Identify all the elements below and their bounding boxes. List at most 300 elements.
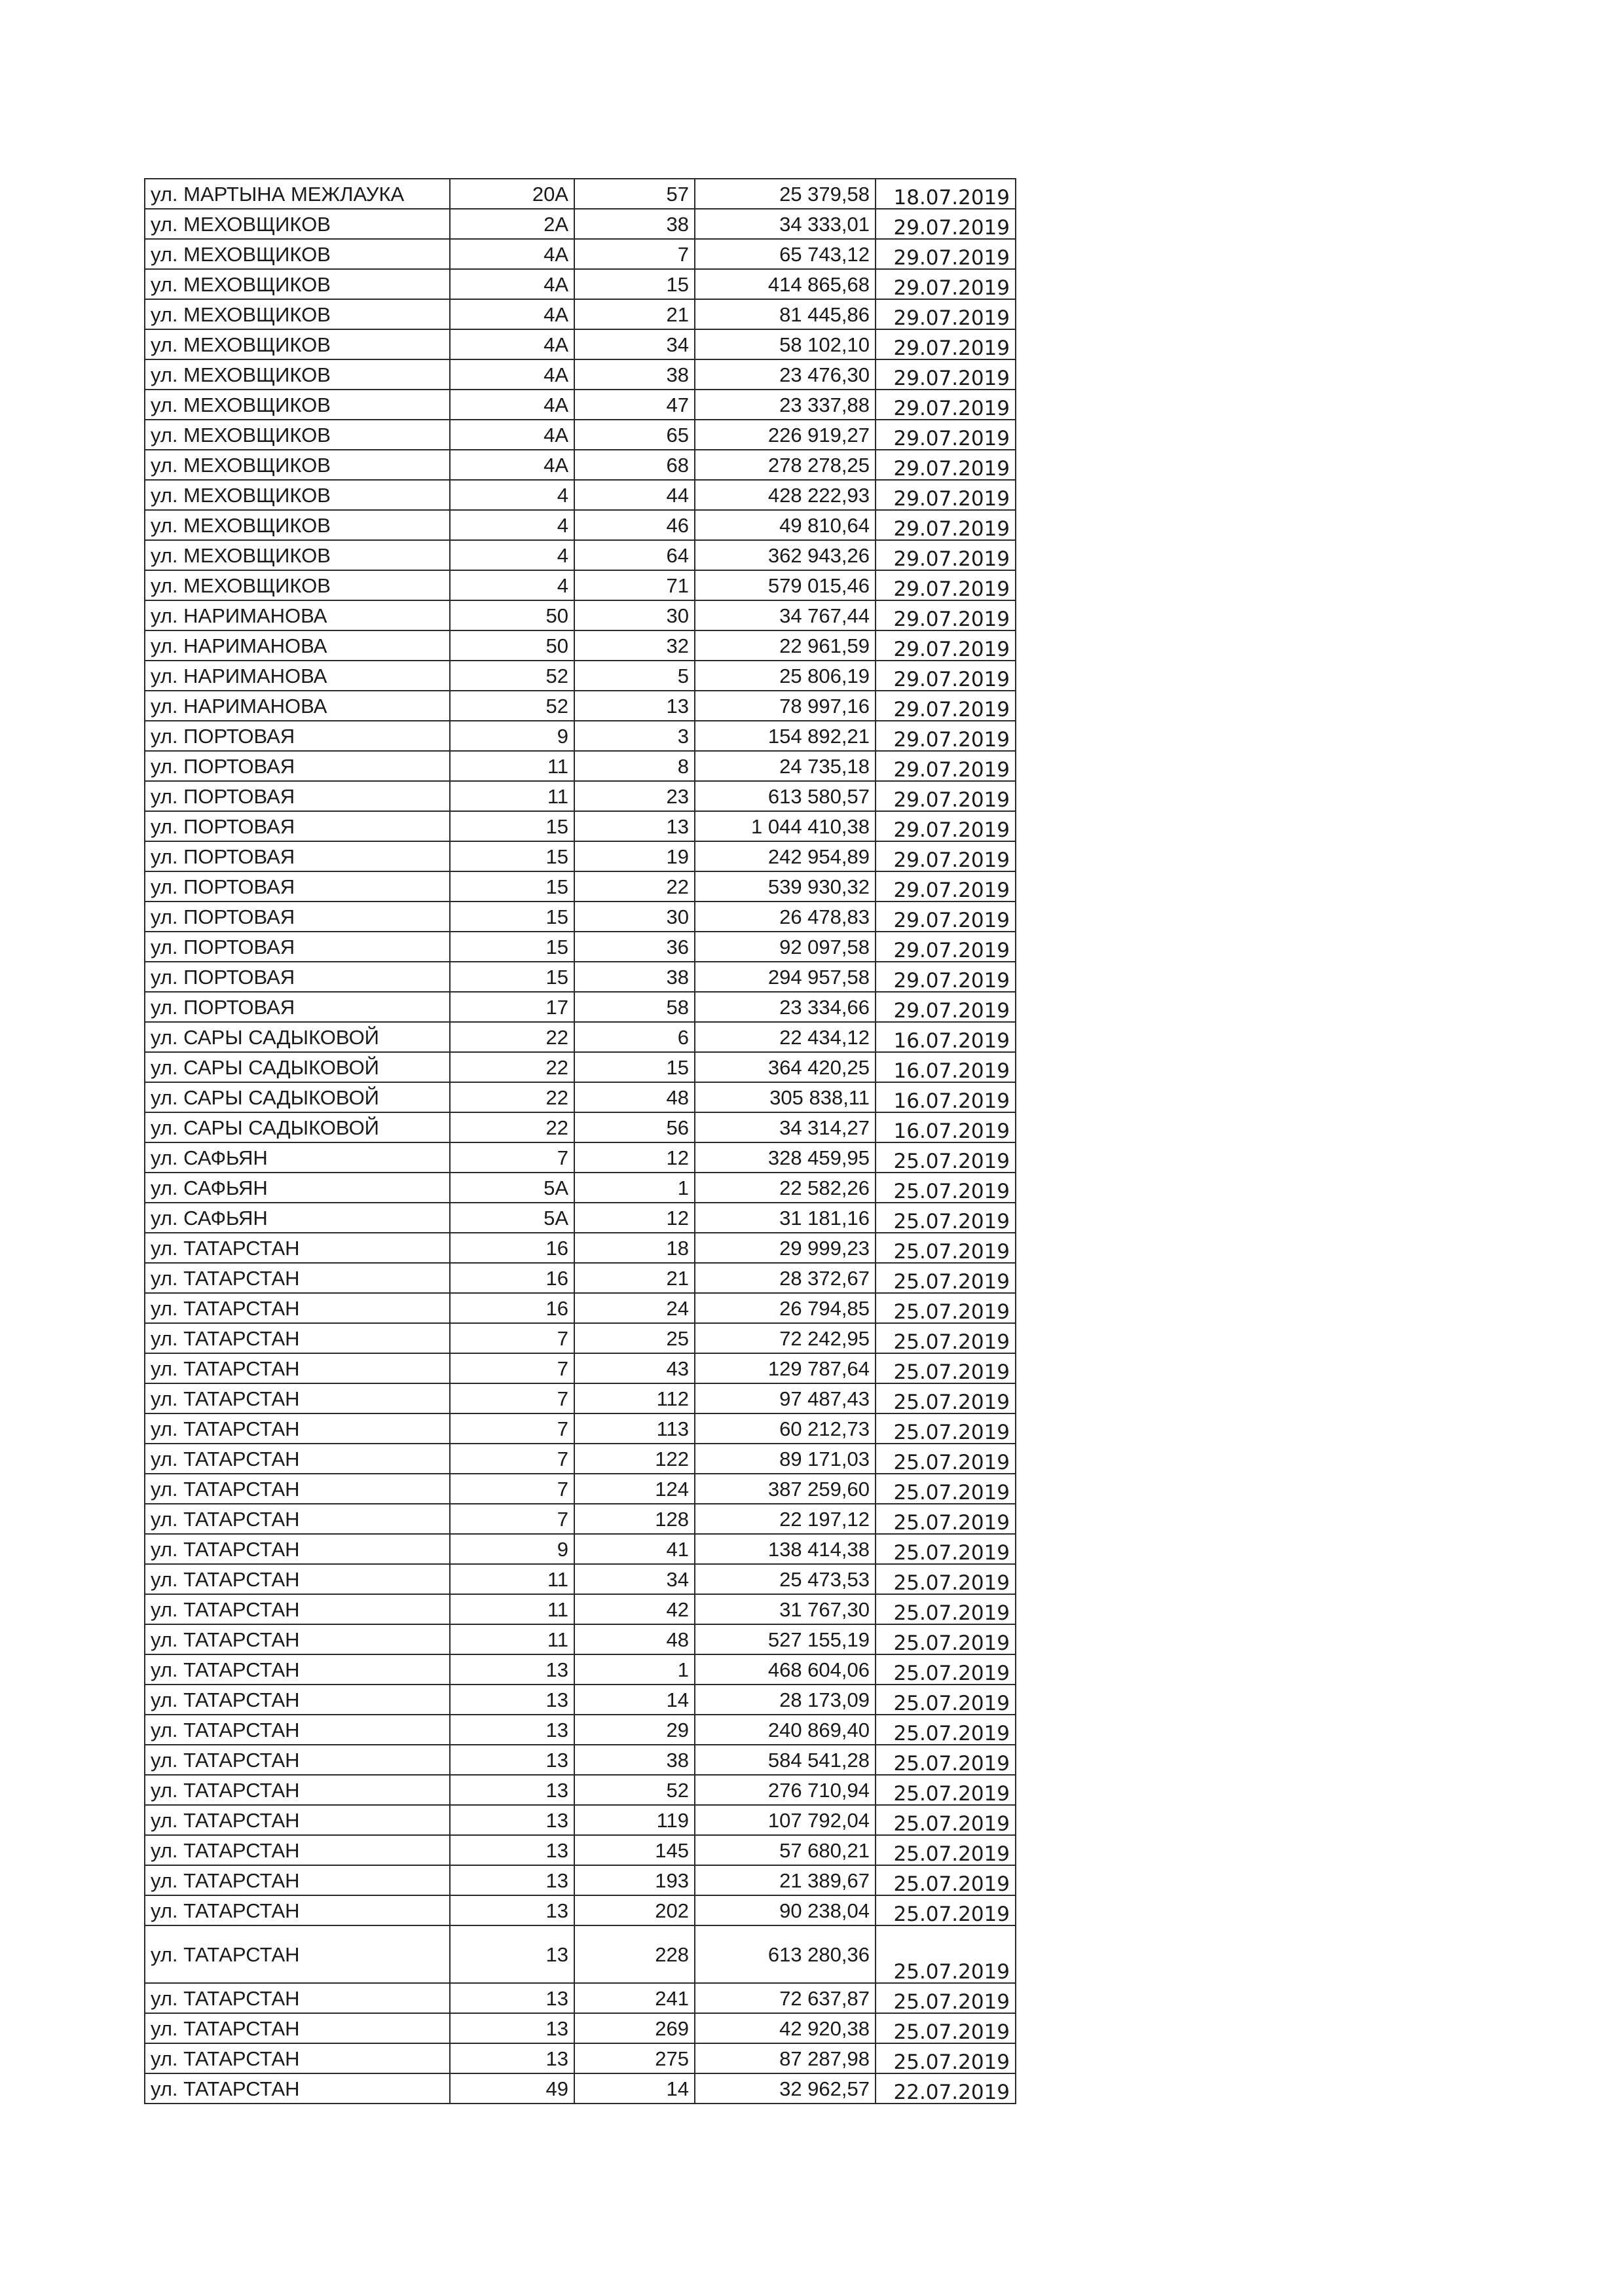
date-cell: 16.07.2019 (876, 1052, 1016, 1082)
house-number-cell: 22 (450, 1052, 574, 1082)
street-cell: ул. ТАТАРСТАН (145, 1654, 450, 1685)
house-number-cell: 11 (450, 1564, 574, 1594)
debt-amount-cell: 58 102,10 (695, 329, 876, 359)
table-row (145, 1805, 1016, 1835)
date-cell: 29.07.2019 (876, 480, 1016, 510)
street-cell: ул. ТАТАРСТАН (145, 1895, 450, 1925)
debt-amount-cell: 22 434,12 (695, 1022, 876, 1052)
debt-amount-cell: 34 333,01 (695, 209, 876, 239)
house-number-cell: 22 (450, 1022, 574, 1052)
apartment-number-cell: 113 (574, 1413, 695, 1444)
debt-amount-cell: 92 097,58 (695, 932, 876, 962)
street-cell: ул. НАРИМАНОВА (145, 691, 450, 721)
date-cell: 16.07.2019 (876, 1112, 1016, 1142)
table-row (145, 1865, 1016, 1895)
apartment-number-cell: 71 (574, 570, 695, 600)
table-row (145, 1203, 1016, 1233)
street-cell: ул. ТАТАРСТАН (145, 1353, 450, 1383)
debt-amount-cell: 278 278,25 (695, 450, 876, 480)
house-number-cell: 4А (450, 329, 574, 359)
apartment-number-cell: 1 (574, 1654, 695, 1685)
table-row (145, 902, 1016, 932)
street-cell: ул. МЕХОВЩИКОВ (145, 359, 450, 390)
house-number-cell: 13 (450, 1654, 574, 1685)
debt-amount-cell: 527 155,19 (695, 1624, 876, 1654)
debt-amount-cell: 34 767,44 (695, 600, 876, 630)
house-number-cell: 7 (450, 1323, 574, 1353)
date-cell: 25.07.2019 (876, 1293, 1016, 1323)
apartment-number-cell: 38 (574, 1745, 695, 1775)
date-cell: 25.07.2019 (876, 1534, 1016, 1564)
table-row (145, 1715, 1016, 1745)
debt-amount-cell: 57 680,21 (695, 1835, 876, 1865)
date-cell: 18.07.2019 (876, 179, 1016, 209)
house-number-cell: 7 (450, 1444, 574, 1474)
debt-amount-cell: 240 869,40 (695, 1715, 876, 1745)
street-cell: ул. ТАТАРСТАН (145, 1534, 450, 1564)
house-number-cell: 15 (450, 841, 574, 871)
table-row (145, 751, 1016, 781)
apartment-number-cell: 24 (574, 1293, 695, 1323)
debt-amount-cell: 364 420,25 (695, 1052, 876, 1082)
debt-amount-cell: 328 459,95 (695, 1142, 876, 1173)
apartment-number-cell: 1 (574, 1173, 695, 1203)
apartment-number-cell: 52 (574, 1775, 695, 1805)
date-cell: 25.07.2019 (876, 1233, 1016, 1263)
apartment-number-cell: 38 (574, 209, 695, 239)
date-cell: 25.07.2019 (876, 1654, 1016, 1685)
table-row (145, 359, 1016, 390)
date-cell: 29.07.2019 (876, 390, 1016, 420)
house-number-cell: 4А (450, 450, 574, 480)
apartment-number-cell: 275 (574, 2043, 695, 2073)
house-number-cell: 4А (450, 269, 574, 299)
table-row (145, 1474, 1016, 1504)
house-number-cell: 4А (450, 359, 574, 390)
date-cell: 25.07.2019 (876, 1474, 1016, 1504)
debt-amount-cell: 294 957,58 (695, 962, 876, 992)
apartment-number-cell: 14 (574, 2073, 695, 2104)
debt-amount-cell: 584 541,28 (695, 1745, 876, 1775)
street-cell: ул. ТАТАРСТАН (145, 1983, 450, 2013)
street-cell: ул. ТАТАРСТАН (145, 1925, 450, 1983)
table-row (145, 1775, 1016, 1805)
house-number-cell: 4 (450, 480, 574, 510)
apartment-number-cell: 12 (574, 1142, 695, 1173)
house-number-cell: 7 (450, 1474, 574, 1504)
street-cell: ул. ПОРТОВАЯ (145, 932, 450, 962)
apartment-number-cell: 122 (574, 1444, 695, 1474)
house-number-cell: 9 (450, 1534, 574, 1564)
debt-amount-cell: 26 794,85 (695, 1293, 876, 1323)
apartment-number-cell: 68 (574, 450, 695, 480)
apartment-number-cell: 14 (574, 1685, 695, 1715)
table-row (145, 299, 1016, 329)
debt-amount-cell: 613 580,57 (695, 781, 876, 811)
apartment-number-cell: 19 (574, 841, 695, 871)
apartment-number-cell: 13 (574, 691, 695, 721)
table-row (145, 1383, 1016, 1413)
house-number-cell: 13 (450, 2013, 574, 2043)
date-cell: 29.07.2019 (876, 691, 1016, 721)
apartment-number-cell: 202 (574, 1895, 695, 1925)
house-number-cell: 13 (450, 1745, 574, 1775)
date-cell: 25.07.2019 (876, 2043, 1016, 2073)
apartment-number-cell: 29 (574, 1715, 695, 1745)
table-row (145, 1142, 1016, 1173)
date-cell: 25.07.2019 (876, 1835, 1016, 1865)
house-number-cell: 22 (450, 1112, 574, 1142)
debt-amount-cell: 31 181,16 (695, 1203, 876, 1233)
street-cell: ул. САФЬЯН (145, 1173, 450, 1203)
apartment-number-cell: 8 (574, 751, 695, 781)
table-row (145, 1263, 1016, 1293)
debt-amount-cell: 28 372,67 (695, 1263, 876, 1293)
apartment-number-cell: 15 (574, 1052, 695, 1082)
apartment-number-cell: 124 (574, 1474, 695, 1504)
debt-amount-cell: 23 476,30 (695, 359, 876, 390)
date-cell: 29.07.2019 (876, 902, 1016, 932)
debt-amount-cell: 81 445,86 (695, 299, 876, 329)
street-cell: ул. МЕХОВЩИКОВ (145, 239, 450, 269)
apartment-number-cell: 48 (574, 1624, 695, 1654)
apartment-number-cell: 22 (574, 871, 695, 902)
table-row (145, 932, 1016, 962)
date-cell: 29.07.2019 (876, 811, 1016, 841)
date-cell: 25.07.2019 (876, 1203, 1016, 1233)
debt-amount-cell: 26 478,83 (695, 902, 876, 932)
debt-amount-cell: 22 197,12 (695, 1504, 876, 1534)
apartment-number-cell: 13 (574, 811, 695, 841)
debt-amount-cell: 579 015,46 (695, 570, 876, 600)
date-cell: 25.07.2019 (876, 1413, 1016, 1444)
date-cell: 25.07.2019 (876, 1925, 1016, 1983)
date-cell: 25.07.2019 (876, 1895, 1016, 1925)
debt-table-body (145, 179, 1016, 2104)
table-row (145, 179, 1016, 209)
street-cell: ул. ПОРТОВАЯ (145, 721, 450, 751)
date-cell: 25.07.2019 (876, 1624, 1016, 1654)
house-number-cell: 15 (450, 932, 574, 962)
table-row (145, 1052, 1016, 1082)
debt-amount-cell: 539 930,32 (695, 871, 876, 902)
house-number-cell: 15 (450, 962, 574, 992)
street-cell: ул. САРЫ САДЫКОВОЙ (145, 1052, 450, 1082)
house-number-cell: 52 (450, 661, 574, 691)
street-cell: ул. МЕХОВЩИКОВ (145, 329, 450, 359)
date-cell: 29.07.2019 (876, 570, 1016, 600)
date-cell: 29.07.2019 (876, 841, 1016, 871)
street-cell: ул. ТАТАРСТАН (145, 1444, 450, 1474)
table-row (145, 1323, 1016, 1353)
debt-amount-cell: 60 212,73 (695, 1413, 876, 1444)
debt-amount-cell: 138 414,38 (695, 1534, 876, 1564)
date-cell: 29.07.2019 (876, 962, 1016, 992)
house-number-cell: 13 (450, 2043, 574, 2073)
apartment-number-cell: 64 (574, 540, 695, 570)
debt-amount-cell: 23 334,66 (695, 992, 876, 1022)
debt-amount-cell: 23 337,88 (695, 390, 876, 420)
date-cell: 29.07.2019 (876, 209, 1016, 239)
debt-amount-cell: 72 242,95 (695, 1323, 876, 1353)
date-cell: 16.07.2019 (876, 1082, 1016, 1112)
debt-amount-cell: 387 259,60 (695, 1474, 876, 1504)
debt-amount-cell: 97 487,43 (695, 1383, 876, 1413)
table-row (145, 661, 1016, 691)
date-cell: 29.07.2019 (876, 239, 1016, 269)
debt-amount-cell: 25 473,53 (695, 1564, 876, 1594)
apartment-number-cell: 30 (574, 600, 695, 630)
table-row (145, 962, 1016, 992)
street-cell: ул. ПОРТОВАЯ (145, 781, 450, 811)
street-cell: ул. САРЫ САДЫКОВОЙ (145, 1022, 450, 1052)
apartment-number-cell: 21 (574, 299, 695, 329)
table-row (145, 2073, 1016, 2104)
street-cell: ул. ПОРТОВАЯ (145, 871, 450, 902)
street-cell: ул. ТАТАРСТАН (145, 1504, 450, 1534)
table-row (145, 1534, 1016, 1564)
table-row (145, 1835, 1016, 1865)
date-cell: 29.07.2019 (876, 450, 1016, 480)
house-number-cell: 4А (450, 239, 574, 269)
debt-amount-cell: 276 710,94 (695, 1775, 876, 1805)
house-number-cell: 16 (450, 1263, 574, 1293)
house-number-cell: 7 (450, 1142, 574, 1173)
street-cell: ул. ТАТАРСТАН (145, 1624, 450, 1654)
apartment-number-cell: 44 (574, 480, 695, 510)
table-row (145, 1564, 1016, 1594)
apartment-number-cell: 36 (574, 932, 695, 962)
debt-amount-cell: 32 962,57 (695, 2073, 876, 2104)
house-number-cell: 13 (450, 1835, 574, 1865)
date-cell: 25.07.2019 (876, 1715, 1016, 1745)
apartment-number-cell: 12 (574, 1203, 695, 1233)
apartment-number-cell: 145 (574, 1835, 695, 1865)
house-number-cell: 5А (450, 1173, 574, 1203)
street-cell: ул. ТАТАРСТАН (145, 1745, 450, 1775)
date-cell: 29.07.2019 (876, 329, 1016, 359)
table-row (145, 480, 1016, 510)
date-cell: 29.07.2019 (876, 992, 1016, 1022)
apartment-number-cell: 38 (574, 359, 695, 390)
table-row (145, 1293, 1016, 1323)
table-row (145, 570, 1016, 600)
house-number-cell: 5А (450, 1203, 574, 1233)
apartment-number-cell: 46 (574, 510, 695, 540)
house-number-cell: 15 (450, 811, 574, 841)
street-cell: ул. САРЫ САДЫКОВОЙ (145, 1082, 450, 1112)
apartment-number-cell: 43 (574, 1353, 695, 1383)
apartment-number-cell: 112 (574, 1383, 695, 1413)
apartment-number-cell: 15 (574, 269, 695, 299)
house-number-cell: 7 (450, 1353, 574, 1383)
table-row (145, 510, 1016, 540)
apartment-number-cell: 228 (574, 1925, 695, 1983)
apartment-number-cell: 25 (574, 1323, 695, 1353)
table-row (145, 1895, 1016, 1925)
debt-amount-cell: 226 919,27 (695, 420, 876, 450)
debt-amount-cell: 362 943,26 (695, 540, 876, 570)
date-cell: 25.07.2019 (876, 1865, 1016, 1895)
date-cell: 25.07.2019 (876, 1685, 1016, 1715)
street-cell: ул. ТАТАРСТАН (145, 1865, 450, 1895)
date-cell: 25.07.2019 (876, 1383, 1016, 1413)
debt-amount-cell: 34 314,27 (695, 1112, 876, 1142)
date-cell: 29.07.2019 (876, 299, 1016, 329)
house-number-cell: 4А (450, 420, 574, 450)
table-row (145, 811, 1016, 841)
table-row (145, 269, 1016, 299)
date-cell: 29.07.2019 (876, 871, 1016, 902)
table-row (145, 239, 1016, 269)
date-cell: 25.07.2019 (876, 1983, 1016, 2013)
table-row (145, 2043, 1016, 2073)
debt-amount-cell: 428 222,93 (695, 480, 876, 510)
date-cell: 29.07.2019 (876, 510, 1016, 540)
street-cell: ул. ТАТАРСТАН (145, 1805, 450, 1835)
street-cell: ул. МЕХОВЩИКОВ (145, 450, 450, 480)
table-row (145, 871, 1016, 902)
street-cell: ул. ТАТАРСТАН (145, 2013, 450, 2043)
debt-amount-cell: 242 954,89 (695, 841, 876, 871)
street-cell: ул. МЕХОВЩИКОВ (145, 269, 450, 299)
house-number-cell: 15 (450, 871, 574, 902)
street-cell: ул. ТАТАРСТАН (145, 1835, 450, 1865)
street-cell: ул. ПОРТОВАЯ (145, 962, 450, 992)
apartment-number-cell: 58 (574, 992, 695, 1022)
table-row (145, 540, 1016, 570)
date-cell: 25.07.2019 (876, 1263, 1016, 1293)
debt-amount-cell: 154 892,21 (695, 721, 876, 751)
date-cell: 25.07.2019 (876, 1805, 1016, 1835)
house-number-cell: 17 (450, 992, 574, 1022)
table-row (145, 1233, 1016, 1263)
table-row (145, 1504, 1016, 1534)
date-cell: 29.07.2019 (876, 600, 1016, 630)
table-row (145, 1353, 1016, 1383)
house-number-cell: 13 (450, 1685, 574, 1715)
date-cell: 22.07.2019 (876, 2073, 1016, 2104)
date-cell: 29.07.2019 (876, 781, 1016, 811)
date-cell: 29.07.2019 (876, 751, 1016, 781)
apartment-number-cell: 7 (574, 239, 695, 269)
street-cell: ул. ТАТАРСТАН (145, 1564, 450, 1594)
table-row (145, 1594, 1016, 1624)
debt-amount-cell: 90 238,04 (695, 1895, 876, 1925)
date-cell: 29.07.2019 (876, 540, 1016, 570)
table-row (145, 1444, 1016, 1474)
table-row (145, 1624, 1016, 1654)
date-cell: 25.07.2019 (876, 2013, 1016, 2043)
house-number-cell: 52 (450, 691, 574, 721)
house-number-cell: 50 (450, 600, 574, 630)
table-row (145, 1022, 1016, 1052)
date-cell: 25.07.2019 (876, 1745, 1016, 1775)
debt-amount-cell: 87 287,98 (695, 2043, 876, 2073)
table-row (145, 600, 1016, 630)
table-row (145, 1685, 1016, 1715)
apartment-number-cell: 3 (574, 721, 695, 751)
debt-amount-cell: 29 999,23 (695, 1233, 876, 1263)
table-row (145, 450, 1016, 480)
house-number-cell: 4А (450, 390, 574, 420)
date-cell: 25.07.2019 (876, 1142, 1016, 1173)
table-row (145, 1173, 1016, 1203)
house-number-cell: 13 (450, 1983, 574, 2013)
house-number-cell: 11 (450, 1594, 574, 1624)
apartment-number-cell: 119 (574, 1805, 695, 1835)
table-row (145, 2013, 1016, 2043)
street-cell: ул. МЕХОВЩИКОВ (145, 510, 450, 540)
street-cell: ул. ТАТАРСТАН (145, 1715, 450, 1745)
apartment-number-cell: 23 (574, 781, 695, 811)
table-row (145, 329, 1016, 359)
street-cell: ул. МЕХОВЩИКОВ (145, 299, 450, 329)
table-row (145, 1983, 1016, 2013)
debt-amount-cell: 42 920,38 (695, 2013, 876, 2043)
table-row (145, 1112, 1016, 1142)
street-cell: ул. ТАТАРСТАН (145, 1383, 450, 1413)
street-cell: ул. САФЬЯН (145, 1142, 450, 1173)
house-number-cell: 7 (450, 1504, 574, 1534)
date-cell: 25.07.2019 (876, 1444, 1016, 1474)
table-row (145, 1413, 1016, 1444)
street-cell: ул. МАРТЫНА МЕЖЛАУКА (145, 179, 450, 209)
debt-amount-cell: 78 997,16 (695, 691, 876, 721)
apartment-number-cell: 34 (574, 329, 695, 359)
apartment-number-cell: 48 (574, 1082, 695, 1112)
table-row (145, 691, 1016, 721)
apartment-number-cell: 6 (574, 1022, 695, 1052)
apartment-number-cell: 32 (574, 630, 695, 661)
debt-amount-cell: 305 838,11 (695, 1082, 876, 1112)
street-cell: ул. МЕХОВЩИКОВ (145, 390, 450, 420)
apartment-number-cell: 57 (574, 179, 695, 209)
table-row (145, 721, 1016, 751)
house-number-cell: 13 (450, 1865, 574, 1895)
apartment-number-cell: 42 (574, 1594, 695, 1624)
debt-amount-cell: 25 806,19 (695, 661, 876, 691)
street-cell: ул. ПОРТОВАЯ (145, 841, 450, 871)
debt-amount-cell: 21 389,67 (695, 1865, 876, 1895)
apartment-number-cell: 41 (574, 1534, 695, 1564)
street-cell: ул. ПОРТОВАЯ (145, 992, 450, 1022)
table-row (145, 1654, 1016, 1685)
debt-amount-cell: 22 961,59 (695, 630, 876, 661)
house-number-cell: 4 (450, 570, 574, 600)
street-cell: ул. НАРИМАНОВА (145, 600, 450, 630)
street-cell: ул. ТАТАРСТАН (145, 1685, 450, 1715)
apartment-number-cell: 128 (574, 1504, 695, 1534)
apartment-number-cell: 30 (574, 902, 695, 932)
debt-amount-cell: 24 735,18 (695, 751, 876, 781)
house-number-cell: 15 (450, 902, 574, 932)
debt-amount-cell: 28 173,09 (695, 1685, 876, 1715)
debt-amount-cell: 1 044 410,38 (695, 811, 876, 841)
street-cell: ул. ТАТАРСТАН (145, 1233, 450, 1263)
date-cell: 16.07.2019 (876, 1022, 1016, 1052)
date-cell: 25.07.2019 (876, 1775, 1016, 1805)
apartment-number-cell: 241 (574, 1983, 695, 2013)
debt-amount-cell: 468 604,06 (695, 1654, 876, 1685)
street-cell: ул. ТАТАРСТАН (145, 1263, 450, 1293)
apartment-number-cell: 34 (574, 1564, 695, 1594)
street-cell: ул. ПОРТОВАЯ (145, 902, 450, 932)
house-number-cell: 13 (450, 1895, 574, 1925)
house-number-cell: 49 (450, 2073, 574, 2104)
debt-amount-cell: 89 171,03 (695, 1444, 876, 1474)
house-number-cell: 4 (450, 510, 574, 540)
